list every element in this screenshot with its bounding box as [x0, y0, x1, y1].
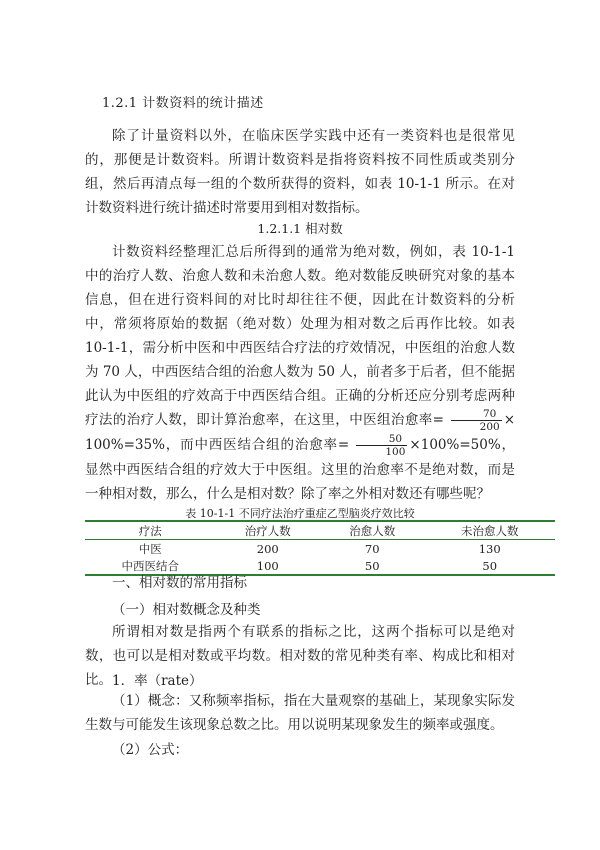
body-text-part-1: 计数资料经整理汇总后所得到的通常为绝对数，例如，表 10-1-1 中的治疗人数、治愈人数和未治愈人数。绝对数能反映研究对象的基本信息，但在进行资料间的对比时却往往不便，因此在计数资料的分析中，常须将原始的数据（绝对数）处理为相对数之后再作比较。如表 10-1-1，需分析中医和中西医结合疗法的疗效情况，中医组的治愈人数为 70 人，中西医结合组的治愈人数为 50 人，前者多于后者，但不能据此认为中医组的疗效高于中西医结合组。正确的分析还应分别考虑两种疗法的治疗人数，即计算治愈率，在这里，中医组治愈率= — [85, 244, 515, 428]
table-cell: 130 — [478, 541, 501, 556]
concept-paragraph: （1）概念：又称频率指标，指在大量观察的基础上，某现象实际发生数与可能发生该现象总数之比。用以说明某现象发生的频率或强度。 — [85, 693, 515, 733]
fraction-cure-rate-integrated — [356, 433, 407, 458]
table-header-row — [85, 521, 555, 540]
body-text-part-2: 100%=35%，而中西医结合组的治愈率= — [85, 437, 350, 453]
fraction-numerator: 50 — [356, 433, 407, 446]
table-cell: 中西医结合 — [85, 557, 216, 575]
intro-paragraph: 除了计量资料以外，在临床医学实践中还有一类资料也是很常见的，那便是计数资料。所谓计数资料是指将资料按不同性质或类别分组，然后再清点每一组的个数所获得的资料，如表 10-1-1 所示。在对计数资料进行统计描述时常要用到相对数指标。 — [85, 128, 515, 216]
list-heading-1: 一、相对数的常用指标 — [112, 575, 247, 591]
table-cell: 70 — [364, 541, 380, 556]
table-cell: 50 — [424, 557, 555, 575]
table-cell: 100 — [216, 557, 320, 575]
body-paragraph — [85, 240, 515, 506]
fraction-numerator: 70 — [451, 408, 502, 421]
efficacy-table — [85, 520, 555, 576]
fraction-denominator: 100 — [385, 446, 406, 458]
formula-label: （2）公式： — [112, 742, 189, 758]
table-caption: 表 10-1-1 不同疗法治疗重症乙型脑炎疗效比较 — [185, 507, 415, 520]
list-heading-2: （一）相对数概念及种类 — [112, 602, 261, 618]
fraction-cure-rate-tcm — [451, 408, 502, 433]
table-cell: 50 — [320, 557, 424, 575]
header-cell: 未治愈人数 — [424, 521, 555, 540]
header-cell: 疗法 — [85, 521, 216, 540]
body-text-part-3: ×100%=50%，显然中西医结合组的疗效大于中医组。这里的治愈率不是绝对数，而是一种相对数，那么，什么是相对数？除了率之外相对数还有哪些呢？ — [85, 437, 515, 502]
header-cell: 治愈人数 — [320, 521, 424, 540]
table-row — [85, 540, 555, 558]
fraction-denominator: 200 — [479, 421, 500, 433]
multiply-sign: × — [503, 412, 515, 428]
header-cell: 治疗人数 — [216, 521, 320, 540]
subsection-heading: 1.2.1.1 相对数 — [257, 221, 343, 236]
definition-paragraph: 所谓相对数是指两个有联系的指标之比，这两个指标可以是绝对数，也可以是相对数或平均数。相对数的常见种类有率、构成比和相对比。 — [85, 624, 515, 688]
rate-heading: 1．率（rate） — [112, 673, 203, 689]
section-heading: 1.2.1 计数资料的统计描述 — [102, 96, 264, 111]
table-cell: 200 — [256, 541, 279, 556]
table-cell: 中医 — [138, 541, 162, 556]
